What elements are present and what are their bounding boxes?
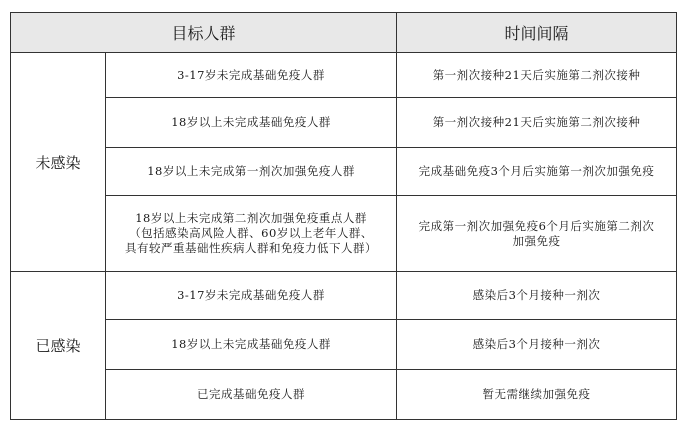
table-row <box>11 196 677 272</box>
target-cell: 已完成基础免疫人群 <box>106 370 397 420</box>
header-target-population: 目标人群 <box>11 13 397 53</box>
header-time-interval: 时间间隔 <box>397 13 677 53</box>
header-row <box>11 13 677 53</box>
interval-cell: 完成基础免疫3个月后实施第一剂次加强免疫 <box>397 148 677 196</box>
target-cell: 18岁以上未完成基础免疫人群 <box>106 320 397 370</box>
group-label-infected: 已感染 <box>11 272 106 420</box>
target-cell: 3-17岁未完成基础免疫人群 <box>106 53 397 98</box>
target-cell: 3-17岁未完成基础免疫人群 <box>106 272 397 320</box>
vaccination-interval-table <box>10 12 677 420</box>
target-cell: 18岁以上未完成基础免疫人群 <box>106 98 397 148</box>
target-cell: 18岁以上未完成第二剂次加强免疫重点人群 （包括感染高风险人群、60岁以上老年人群、 具有较严重基础性疾病人群和免疫力低下人群） <box>106 196 397 272</box>
group-label-uninfected: 未感染 <box>11 53 106 272</box>
table-row <box>11 272 677 320</box>
interval-cell: 第一剂次接种21天后实施第二剂次接种 <box>397 98 677 148</box>
table-row <box>11 98 677 148</box>
table-row <box>11 148 677 196</box>
interval-cell: 感染后3个月接种一剂次 <box>397 272 677 320</box>
table-row <box>11 53 677 98</box>
interval-cell: 完成第一剂次加强免疫6个月后实施第二剂次 加强免疫 <box>397 196 677 272</box>
interval-cell: 第一剂次接种21天后实施第二剂次接种 <box>397 53 677 98</box>
table-row <box>11 320 677 370</box>
interval-cell: 暂无需继续加强免疫 <box>397 370 677 420</box>
table-row <box>11 370 677 420</box>
interval-cell: 感染后3个月接种一剂次 <box>397 320 677 370</box>
target-cell: 18岁以上未完成第一剂次加强免疫人群 <box>106 148 397 196</box>
